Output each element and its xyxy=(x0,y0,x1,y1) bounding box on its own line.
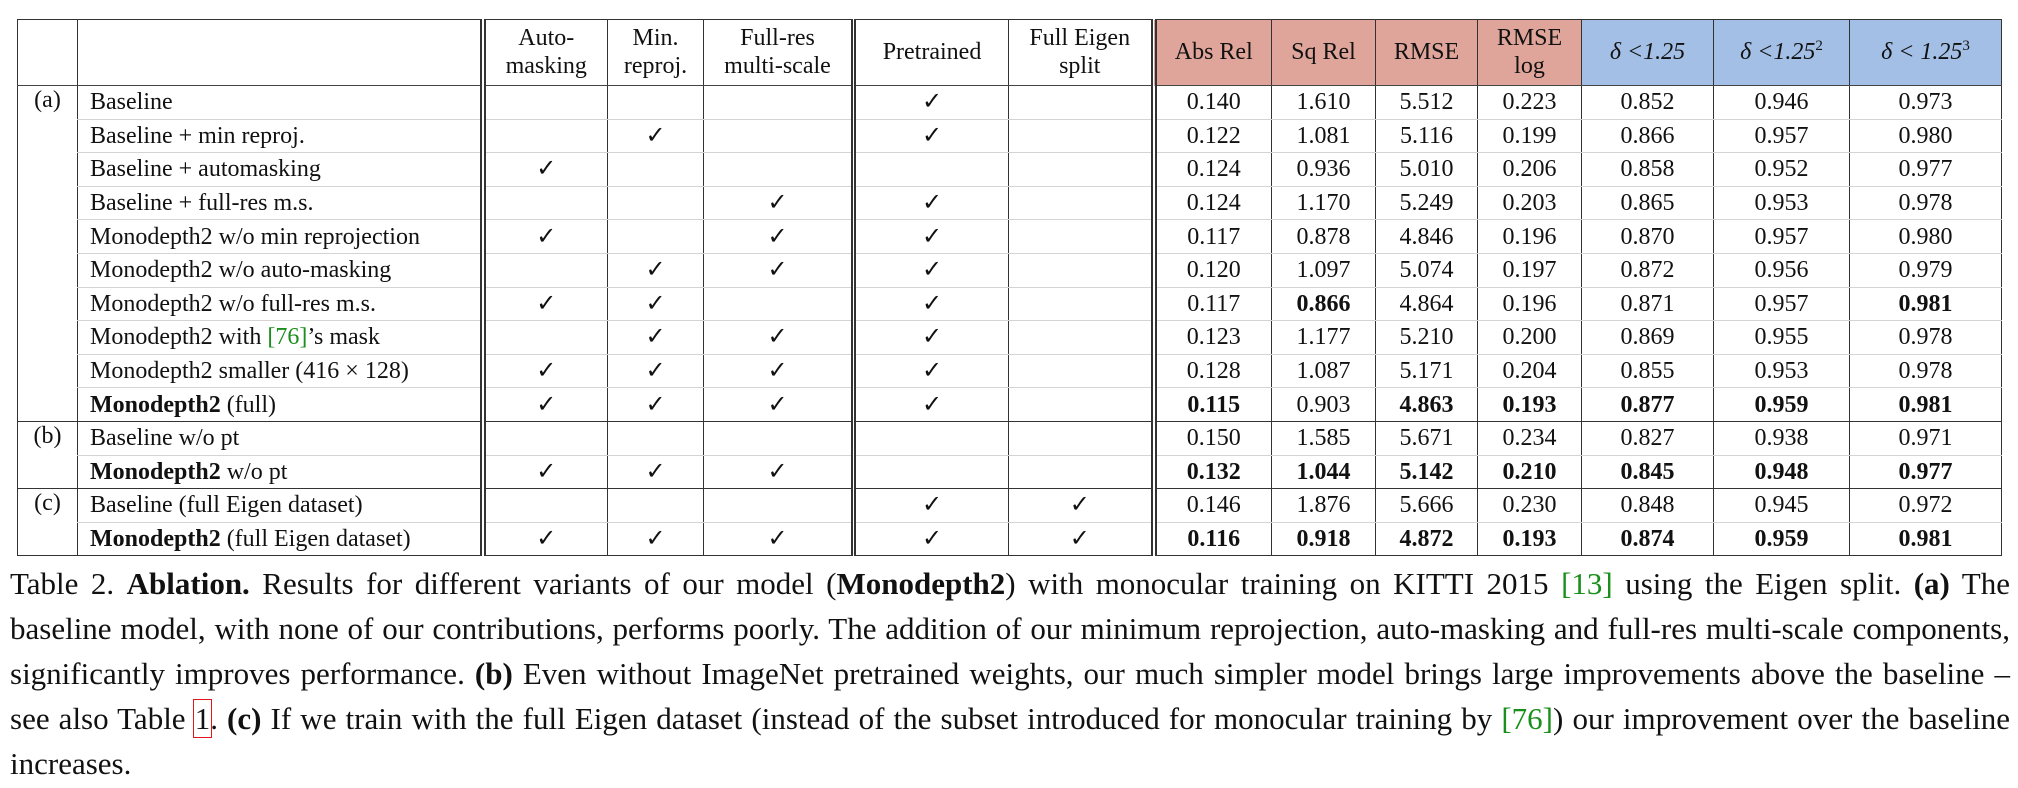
table-row xyxy=(18,186,2002,220)
check-auto-masking xyxy=(483,186,608,220)
value-delta3: 0.981 xyxy=(1850,388,2002,422)
header-rmse-log: RMSE log xyxy=(1478,20,1582,86)
value-delta3: 0.978 xyxy=(1850,321,2002,355)
value-rmse: 5.010 xyxy=(1376,153,1478,187)
value-delta1: 0.870 xyxy=(1582,220,1714,254)
header-min-reproj: Min. reproj. xyxy=(608,20,704,86)
header-full-res-ms: Full-res multi-scale xyxy=(704,20,854,86)
value-rmse: 4.846 xyxy=(1376,220,1478,254)
table-row xyxy=(18,354,2002,388)
value-delta1: 0.858 xyxy=(1582,153,1714,187)
check-auto-masking: ✓ xyxy=(483,388,608,422)
check-full-res-ms xyxy=(704,421,854,455)
value-delta1: 0.872 xyxy=(1582,253,1714,287)
header-sq-rel: Sq Rel xyxy=(1272,20,1376,86)
value-rmse: 5.666 xyxy=(1376,489,1478,523)
check-full-res-ms xyxy=(704,86,854,120)
variant-name: Baseline + full-res m.s. xyxy=(78,186,483,220)
section-label: (c) xyxy=(18,489,78,556)
header-auto-masking: Auto- masking xyxy=(483,20,608,86)
value-sq-rel: 0.866 xyxy=(1272,287,1376,321)
value-sq-rel: 1.087 xyxy=(1272,354,1376,388)
header-row xyxy=(18,20,2002,86)
check-min-reproj xyxy=(608,86,704,120)
value-delta3: 0.981 xyxy=(1850,522,2002,556)
value-rmse: 5.142 xyxy=(1376,455,1478,489)
header-group-col xyxy=(18,20,78,86)
variant-name: Monodepth2 w/o min reprojection xyxy=(78,220,483,254)
check-full-res-ms: ✓ xyxy=(704,455,854,489)
table-row xyxy=(18,220,2002,254)
check-min-reproj: ✓ xyxy=(608,455,704,489)
value-abs-rel: 0.116 xyxy=(1154,522,1272,556)
value-rmse-log: 0.199 xyxy=(1478,119,1582,153)
check-full-eigen-split xyxy=(1009,220,1154,254)
value-delta1: 0.852 xyxy=(1582,86,1714,120)
value-sq-rel: 1.585 xyxy=(1272,421,1376,455)
check-full-eigen-split xyxy=(1009,86,1154,120)
check-pretrained xyxy=(854,153,1009,187)
variant-name: Monodepth2 (full Eigen dataset) xyxy=(78,522,483,556)
value-delta3: 0.977 xyxy=(1850,153,2002,187)
table-row xyxy=(18,321,2002,355)
value-abs-rel: 0.124 xyxy=(1154,153,1272,187)
check-auto-masking xyxy=(483,421,608,455)
value-sq-rel: 0.918 xyxy=(1272,522,1376,556)
section-label: (a) xyxy=(18,86,78,422)
check-full-eigen-split xyxy=(1009,388,1154,422)
check-full-res-ms xyxy=(704,287,854,321)
value-delta3: 0.980 xyxy=(1850,220,2002,254)
value-delta1: 0.845 xyxy=(1582,455,1714,489)
check-auto-masking: ✓ xyxy=(483,153,608,187)
variant-name: Monodepth2 with [76]’s mask xyxy=(78,321,483,355)
value-delta2: 0.945 xyxy=(1714,489,1850,523)
header-abs-rel: Abs Rel xyxy=(1154,20,1272,86)
check-pretrained: ✓ xyxy=(854,522,1009,556)
check-full-eigen-split xyxy=(1009,421,1154,455)
value-abs-rel: 0.117 xyxy=(1154,220,1272,254)
value-delta2: 0.959 xyxy=(1714,388,1850,422)
check-full-eigen-split xyxy=(1009,119,1154,153)
variant-name: Monodepth2 w/o pt xyxy=(78,455,483,489)
check-min-reproj xyxy=(608,421,704,455)
check-pretrained: ✓ xyxy=(854,287,1009,321)
check-min-reproj xyxy=(608,153,704,187)
value-delta3: 0.973 xyxy=(1850,86,2002,120)
value-delta3: 0.977 xyxy=(1850,455,2002,489)
check-min-reproj: ✓ xyxy=(608,321,704,355)
table-1-link[interactable]: 1 xyxy=(194,701,211,736)
check-auto-masking: ✓ xyxy=(483,455,608,489)
check-auto-masking xyxy=(483,321,608,355)
value-delta2: 0.938 xyxy=(1714,421,1850,455)
value-rmse-log: 0.197 xyxy=(1478,253,1582,287)
value-delta1: 0.848 xyxy=(1582,489,1714,523)
table-row xyxy=(18,455,2002,489)
value-rmse-log: 0.196 xyxy=(1478,287,1582,321)
variant-name: Baseline w/o pt xyxy=(78,421,483,455)
table-row xyxy=(18,421,2002,455)
value-abs-rel: 0.117 xyxy=(1154,287,1272,321)
value-delta1: 0.827 xyxy=(1582,421,1714,455)
value-rmse: 5.171 xyxy=(1376,354,1478,388)
variant-name: Baseline xyxy=(78,86,483,120)
value-rmse: 4.863 xyxy=(1376,388,1478,422)
check-pretrained: ✓ xyxy=(854,220,1009,254)
check-min-reproj xyxy=(608,186,704,220)
value-rmse: 5.512 xyxy=(1376,86,1478,120)
value-delta1: 0.865 xyxy=(1582,186,1714,220)
variant-name: Monodepth2 (full) xyxy=(78,388,483,422)
value-delta2: 0.952 xyxy=(1714,153,1850,187)
check-pretrained: ✓ xyxy=(854,86,1009,120)
value-delta2: 0.955 xyxy=(1714,321,1850,355)
value-delta2: 0.953 xyxy=(1714,354,1850,388)
variant-name: Baseline + min reproj. xyxy=(78,119,483,153)
citation-76[interactable]: [76] xyxy=(1501,701,1554,736)
value-sq-rel: 0.936 xyxy=(1272,153,1376,187)
value-delta1: 0.869 xyxy=(1582,321,1714,355)
check-full-eigen-split: ✓ xyxy=(1009,522,1154,556)
value-delta3: 0.972 xyxy=(1850,489,2002,523)
value-rmse-log: 0.204 xyxy=(1478,354,1582,388)
value-delta2: 0.957 xyxy=(1714,220,1850,254)
check-full-res-ms: ✓ xyxy=(704,220,854,254)
check-pretrained xyxy=(854,455,1009,489)
value-rmse: 5.116 xyxy=(1376,119,1478,153)
check-full-eigen-split xyxy=(1009,287,1154,321)
value-delta2: 0.957 xyxy=(1714,119,1850,153)
value-delta2: 0.956 xyxy=(1714,253,1850,287)
value-sq-rel: 1.876 xyxy=(1272,489,1376,523)
check-full-eigen-split xyxy=(1009,253,1154,287)
value-rmse: 5.249 xyxy=(1376,186,1478,220)
check-min-reproj: ✓ xyxy=(608,522,704,556)
table-row xyxy=(18,522,2002,556)
value-delta2: 0.959 xyxy=(1714,522,1850,556)
value-delta2: 0.946 xyxy=(1714,86,1850,120)
value-delta1: 0.866 xyxy=(1582,119,1714,153)
check-auto-masking xyxy=(483,119,608,153)
check-full-res-ms xyxy=(704,489,854,523)
value-abs-rel: 0.122 xyxy=(1154,119,1272,153)
value-abs-rel: 0.120 xyxy=(1154,253,1272,287)
check-pretrained: ✓ xyxy=(854,321,1009,355)
value-rmse-log: 0.200 xyxy=(1478,321,1582,355)
header-delta1: δ <1.25 xyxy=(1582,20,1714,86)
check-pretrained: ✓ xyxy=(854,253,1009,287)
check-min-reproj: ✓ xyxy=(608,253,704,287)
check-auto-masking xyxy=(483,253,608,287)
value-rmse-log: 0.223 xyxy=(1478,86,1582,120)
value-rmse-log: 0.230 xyxy=(1478,489,1582,523)
check-auto-masking: ✓ xyxy=(483,287,608,321)
check-full-res-ms xyxy=(704,153,854,187)
value-delta2: 0.953 xyxy=(1714,186,1850,220)
citation-13[interactable]: [13] xyxy=(1561,566,1613,601)
value-abs-rel: 0.140 xyxy=(1154,86,1272,120)
check-min-reproj: ✓ xyxy=(608,388,704,422)
table-caption: Table 2. Ablation. Results for different variants of our model (Monodepth2) with monocular training on KITTI 2015 [13] using the Eigen split. (a) The baseline model, with none of our contributions, performs poorly. The addition of our minimum reprojection, auto-masking and full-res multi-scale components, significantly improves performance. (b) Even without ImageNet pretrained weights, our much simpler model brings large improvements above the baseline – see also Table 1. (c) If we train with the full Eigen dataset (instead of the subset introduced for monocular training by [76]) our improvement over the baseline increases. xyxy=(10,566,2010,781)
check-full-eigen-split xyxy=(1009,186,1154,220)
check-full-res-ms xyxy=(704,119,854,153)
check-min-reproj: ✓ xyxy=(608,287,704,321)
check-pretrained: ✓ xyxy=(854,354,1009,388)
value-rmse: 4.872 xyxy=(1376,522,1478,556)
value-delta2: 0.957 xyxy=(1714,287,1850,321)
check-full-res-ms: ✓ xyxy=(704,388,854,422)
check-pretrained: ✓ xyxy=(854,186,1009,220)
value-rmse-log: 0.196 xyxy=(1478,220,1582,254)
value-rmse: 5.074 xyxy=(1376,253,1478,287)
value-delta3: 0.978 xyxy=(1850,186,2002,220)
table-row xyxy=(18,153,2002,187)
check-full-res-ms: ✓ xyxy=(704,321,854,355)
check-full-eigen-split xyxy=(1009,354,1154,388)
table-row xyxy=(18,119,2002,153)
value-delta1: 0.871 xyxy=(1582,287,1714,321)
value-abs-rel: 0.123 xyxy=(1154,321,1272,355)
value-abs-rel: 0.115 xyxy=(1154,388,1272,422)
value-rmse-log: 0.203 xyxy=(1478,186,1582,220)
value-delta3: 0.971 xyxy=(1850,421,2002,455)
check-full-eigen-split xyxy=(1009,321,1154,355)
check-auto-masking xyxy=(483,489,608,523)
value-rmse: 5.210 xyxy=(1376,321,1478,355)
check-full-res-ms: ✓ xyxy=(704,186,854,220)
value-sq-rel: 0.903 xyxy=(1272,388,1376,422)
check-pretrained: ✓ xyxy=(854,388,1009,422)
variant-name: Monodepth2 smaller (416 × 128) xyxy=(78,354,483,388)
check-full-res-ms: ✓ xyxy=(704,522,854,556)
check-auto-masking: ✓ xyxy=(483,220,608,254)
value-delta2: 0.948 xyxy=(1714,455,1850,489)
check-min-reproj: ✓ xyxy=(608,119,704,153)
value-delta1: 0.874 xyxy=(1582,522,1714,556)
citation-76[interactable]: [76] xyxy=(267,324,308,351)
ablation-table xyxy=(17,19,2002,556)
check-min-reproj xyxy=(608,220,704,254)
value-sq-rel: 0.878 xyxy=(1272,220,1376,254)
check-auto-masking: ✓ xyxy=(483,522,608,556)
check-full-eigen-split xyxy=(1009,455,1154,489)
variant-name: Monodepth2 w/o auto-masking xyxy=(78,253,483,287)
check-full-res-ms: ✓ xyxy=(704,354,854,388)
value-rmse-log: 0.193 xyxy=(1478,388,1582,422)
value-rmse-log: 0.234 xyxy=(1478,421,1582,455)
value-delta3: 0.978 xyxy=(1850,354,2002,388)
check-full-eigen-split: ✓ xyxy=(1009,489,1154,523)
check-full-eigen-split xyxy=(1009,153,1154,187)
value-delta1: 0.877 xyxy=(1582,388,1714,422)
header-full-eigen-split: Full Eigen split xyxy=(1009,20,1154,86)
value-sq-rel: 1.610 xyxy=(1272,86,1376,120)
value-sq-rel: 1.177 xyxy=(1272,321,1376,355)
value-sq-rel: 1.044 xyxy=(1272,455,1376,489)
value-rmse: 4.864 xyxy=(1376,287,1478,321)
header-delta2: $\delta <1.25^2$ xyxy=(1714,20,1850,86)
value-rmse: 5.671 xyxy=(1376,421,1478,455)
header-rmse: RMSE xyxy=(1376,20,1478,86)
table-row xyxy=(18,287,2002,321)
value-sq-rel: 1.097 xyxy=(1272,253,1376,287)
variant-name: Baseline + automasking xyxy=(78,153,483,187)
value-rmse-log: 0.206 xyxy=(1478,153,1582,187)
header-pretrained: Pretrained xyxy=(854,20,1009,86)
value-sq-rel: 1.170 xyxy=(1272,186,1376,220)
table-body xyxy=(18,86,2002,556)
table-row xyxy=(18,86,2002,120)
header-variant-col xyxy=(78,20,483,86)
table-row xyxy=(18,388,2002,422)
value-abs-rel: 0.150 xyxy=(1154,421,1272,455)
value-abs-rel: 0.124 xyxy=(1154,186,1272,220)
check-min-reproj: ✓ xyxy=(608,354,704,388)
value-rmse-log: 0.210 xyxy=(1478,455,1582,489)
check-pretrained: ✓ xyxy=(854,489,1009,523)
value-sq-rel: 1.081 xyxy=(1272,119,1376,153)
value-delta3: 0.980 xyxy=(1850,119,2002,153)
variant-name: Baseline (full Eigen dataset) xyxy=(78,489,483,523)
check-pretrained: ✓ xyxy=(854,119,1009,153)
value-abs-rel: 0.128 xyxy=(1154,354,1272,388)
value-abs-rel: 0.132 xyxy=(1154,455,1272,489)
check-auto-masking: ✓ xyxy=(483,354,608,388)
check-full-res-ms: ✓ xyxy=(704,253,854,287)
value-delta3: 0.979 xyxy=(1850,253,2002,287)
value-delta3: 0.981 xyxy=(1850,287,2002,321)
table-row xyxy=(18,253,2002,287)
table-row xyxy=(18,489,2002,523)
value-abs-rel: 0.146 xyxy=(1154,489,1272,523)
value-rmse-log: 0.193 xyxy=(1478,522,1582,556)
check-min-reproj xyxy=(608,489,704,523)
value-delta1: 0.855 xyxy=(1582,354,1714,388)
header-delta3: $\delta < 1.25^3$ xyxy=(1850,20,2002,86)
check-auto-masking xyxy=(483,86,608,120)
section-label: (b) xyxy=(18,421,78,488)
variant-name: Monodepth2 w/o full-res m.s. xyxy=(78,287,483,321)
check-pretrained xyxy=(854,421,1009,455)
